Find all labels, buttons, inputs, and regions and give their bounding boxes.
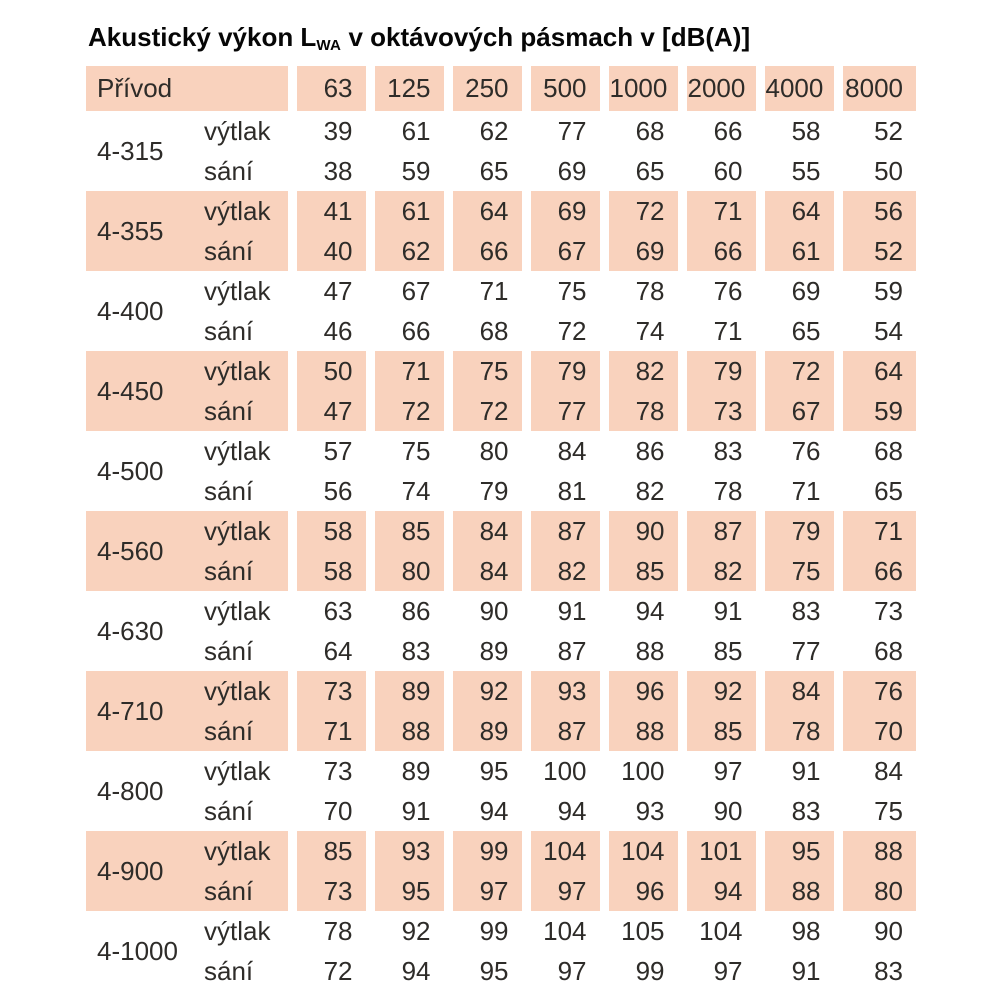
value-cell: 73: [682, 391, 760, 431]
table-title: [88, 22, 1000, 53]
value-cell: 72: [526, 311, 604, 351]
value-cell: 47: [292, 271, 370, 311]
model-label: 4-800: [97, 775, 164, 806]
table-row-4-355-vytlak: [86, 191, 916, 231]
table-row-4-500-sani: [86, 471, 916, 511]
value-cell: 94: [682, 871, 760, 911]
value-cell: 66: [682, 111, 760, 151]
table-row-4-560-sani: [86, 551, 916, 591]
table-row-4-315-sani: [86, 151, 916, 191]
value-cell: 67: [526, 231, 604, 271]
table-row-4-710-sani: [86, 711, 916, 751]
value-cell: 87: [682, 511, 760, 551]
value-cell: 78: [760, 711, 838, 751]
column-header-1000: 1000: [604, 66, 682, 111]
model-label: 4-560: [86, 511, 196, 591]
model-label: 4-1000: [97, 935, 178, 966]
table-row-4-1000-vytlak: [86, 911, 916, 951]
value-cell: 65: [760, 311, 838, 351]
value-cell: 73: [292, 671, 370, 711]
value-cell: 70: [292, 791, 370, 831]
column-header-500: 500: [526, 66, 604, 111]
table-row-4-315-vytlak: [86, 111, 916, 151]
row-label-vytlak: výtlak: [204, 755, 271, 786]
value-cell: 84: [526, 431, 604, 471]
table-row-4-630-sani: [86, 631, 916, 671]
table-row-4-500-vytlak: [86, 431, 916, 471]
value-cell: 73: [292, 871, 370, 911]
title-subscript: WA: [316, 37, 342, 55]
value-cell: 82: [604, 351, 682, 391]
value-cell: 64: [760, 191, 838, 231]
row-label-vytlak: výtlak: [196, 671, 292, 711]
value-cell: 79: [526, 351, 604, 391]
value-cell: 77: [526, 111, 604, 151]
value-cell: 65: [838, 471, 916, 511]
value-cell: 87: [526, 631, 604, 671]
value-cell: 75: [526, 271, 604, 311]
model-label: 4-710: [86, 671, 196, 751]
value-cell: 88: [760, 871, 838, 911]
value-cell: 91: [760, 951, 838, 991]
value-cell: 72: [604, 191, 682, 231]
value-cell: 84: [838, 751, 916, 791]
value-cell: 65: [604, 151, 682, 191]
column-header-privod: Přívod: [86, 66, 292, 111]
value-cell: 89: [370, 671, 448, 711]
row-label-sani: sání: [204, 955, 254, 986]
value-cell: 85: [682, 711, 760, 751]
value-cell: 92: [448, 671, 526, 711]
value-cell: 85: [604, 551, 682, 591]
value-cell: 82: [526, 551, 604, 591]
model-label: 4-400: [97, 295, 164, 326]
value-cell: 98: [760, 911, 838, 951]
value-cell: 99: [604, 951, 682, 991]
value-cell: 85: [370, 511, 448, 551]
value-cell: 67: [370, 271, 448, 311]
table-row-4-710-vytlak: [86, 671, 916, 711]
value-cell: 66: [838, 551, 916, 591]
table-row-4-450-vytlak: [86, 351, 916, 391]
value-cell: 83: [838, 951, 916, 991]
value-cell: 85: [292, 831, 370, 871]
row-label-vytlak: výtlak: [204, 595, 271, 626]
row-label-sani: sání: [196, 711, 292, 751]
row-label-vytlak: výtlak: [204, 115, 271, 146]
value-cell: 94: [604, 591, 682, 631]
value-cell: 74: [370, 471, 448, 511]
value-cell: 89: [448, 711, 526, 751]
value-cell: 78: [682, 471, 760, 511]
value-cell: 90: [838, 911, 916, 951]
value-cell: 84: [760, 671, 838, 711]
row-label-sani: sání: [204, 155, 254, 186]
row-label-sani: sání: [196, 871, 292, 911]
value-cell: 88: [604, 631, 682, 671]
value-cell: 56: [292, 471, 370, 511]
value-cell: 92: [370, 911, 448, 951]
row-label-sani: sání: [204, 315, 254, 346]
value-cell: 40: [292, 231, 370, 271]
value-cell: 58: [760, 111, 838, 151]
row-label-sani: sání: [196, 551, 292, 591]
value-cell: 52: [838, 231, 916, 271]
value-cell: 97: [682, 951, 760, 991]
column-header-125: 125: [370, 66, 448, 111]
value-cell: 68: [448, 311, 526, 351]
value-cell: 69: [526, 151, 604, 191]
value-cell: 38: [292, 151, 370, 191]
value-cell: 66: [682, 231, 760, 271]
value-cell: 59: [838, 271, 916, 311]
value-cell: 78: [292, 911, 370, 951]
value-cell: 71: [838, 511, 916, 551]
column-header-63: 63: [292, 66, 370, 111]
model-label: 4-315: [97, 135, 164, 166]
row-label-sani: sání: [204, 475, 254, 506]
value-cell: 82: [682, 551, 760, 591]
table-header-row: [86, 66, 916, 111]
table-row-4-630-vytlak: [86, 591, 916, 631]
value-cell: 68: [838, 431, 916, 471]
value-cell: 71: [682, 311, 760, 351]
value-cell: 84: [448, 511, 526, 551]
value-cell: 71: [682, 191, 760, 231]
value-cell: 75: [448, 351, 526, 391]
table-row-4-800-sani: [86, 791, 916, 831]
value-cell: 46: [292, 311, 370, 351]
value-cell: 83: [760, 591, 838, 631]
value-cell: 87: [526, 511, 604, 551]
value-cell: 63: [292, 591, 370, 631]
value-cell: 66: [370, 311, 448, 351]
value-cell: 55: [760, 151, 838, 191]
value-cell: 89: [448, 631, 526, 671]
value-cell: 79: [448, 471, 526, 511]
title-suffix: v oktávových pásmach v [dB(A)]: [341, 22, 751, 52]
value-cell: 78: [604, 391, 682, 431]
value-cell: 57: [292, 431, 370, 471]
value-cell: 104: [526, 831, 604, 871]
value-cell: 58: [292, 511, 370, 551]
value-cell: 97: [448, 871, 526, 911]
value-cell: 66: [448, 231, 526, 271]
column-header-8000: 8000: [838, 66, 916, 111]
value-cell: 72: [760, 351, 838, 391]
value-cell: 39: [292, 111, 370, 151]
value-cell: 82: [604, 471, 682, 511]
row-label-vytlak: výtlak: [196, 191, 292, 231]
value-cell: 100: [526, 751, 604, 791]
value-cell: 83: [370, 631, 448, 671]
value-cell: 64: [838, 351, 916, 391]
value-cell: 83: [760, 791, 838, 831]
value-cell: 84: [448, 551, 526, 591]
value-cell: 97: [682, 751, 760, 791]
value-cell: 94: [448, 791, 526, 831]
value-cell: 72: [292, 951, 370, 991]
value-cell: 85: [682, 631, 760, 671]
value-cell: 60: [682, 151, 760, 191]
value-cell: 59: [838, 391, 916, 431]
table-row-4-1000-sani: [86, 951, 916, 991]
model-label: 4-630: [97, 615, 164, 646]
value-cell: 81: [526, 471, 604, 511]
value-cell: 71: [760, 471, 838, 511]
value-cell: 76: [760, 431, 838, 471]
value-cell: 99: [448, 831, 526, 871]
value-cell: 101: [682, 831, 760, 871]
value-cell: 75: [370, 431, 448, 471]
value-cell: 59: [370, 151, 448, 191]
value-cell: 69: [604, 231, 682, 271]
value-cell: 64: [292, 631, 370, 671]
value-cell: 80: [838, 871, 916, 911]
row-label-vytlak: výtlak: [204, 915, 271, 946]
value-cell: 61: [370, 191, 448, 231]
row-label-sani: sání: [204, 795, 254, 826]
value-cell: 50: [292, 351, 370, 391]
value-cell: 67: [760, 391, 838, 431]
value-cell: 97: [526, 951, 604, 991]
value-cell: 94: [370, 951, 448, 991]
value-cell: 68: [604, 111, 682, 151]
value-cell: 95: [448, 751, 526, 791]
column-header-250: 250: [448, 66, 526, 111]
value-cell: 92: [682, 671, 760, 711]
value-cell: 58: [292, 551, 370, 591]
table-row-4-560-vytlak: [86, 511, 916, 551]
value-cell: 88: [370, 711, 448, 751]
value-cell: 73: [292, 751, 370, 791]
row-label-vytlak: výtlak: [196, 351, 292, 391]
value-cell: 91: [760, 751, 838, 791]
value-cell: 75: [838, 791, 916, 831]
value-cell: 77: [526, 391, 604, 431]
table-row-4-355-sani: [86, 231, 916, 271]
value-cell: 47: [292, 391, 370, 431]
value-cell: 76: [838, 671, 916, 711]
table-row-4-800-vytlak: [86, 751, 916, 791]
value-cell: 104: [604, 831, 682, 871]
table-row-4-900-vytlak: [86, 831, 916, 871]
table-row-4-450-sani: [86, 391, 916, 431]
value-cell: 90: [604, 511, 682, 551]
value-cell: 99: [448, 911, 526, 951]
value-cell: 90: [682, 791, 760, 831]
value-cell: 91: [526, 591, 604, 631]
table-row-4-400-sani: [86, 311, 916, 351]
value-cell: 91: [370, 791, 448, 831]
value-cell: 100: [604, 751, 682, 791]
value-cell: 65: [448, 151, 526, 191]
value-cell: 69: [526, 191, 604, 231]
value-cell: 95: [448, 951, 526, 991]
value-cell: 50: [838, 151, 916, 191]
value-cell: 87: [526, 711, 604, 751]
value-cell: 72: [370, 391, 448, 431]
value-cell: 93: [604, 791, 682, 831]
model-label: 4-900: [86, 831, 196, 911]
row-label-sani: sání: [196, 231, 292, 271]
row-label-vytlak: výtlak: [204, 275, 271, 306]
value-cell: 88: [604, 711, 682, 751]
title-prefix: Akustický výkon L: [88, 22, 317, 52]
value-cell: 90: [448, 591, 526, 631]
value-cell: 105: [604, 911, 682, 951]
value-cell: 69: [760, 271, 838, 311]
value-cell: 79: [760, 511, 838, 551]
row-label-vytlak: výtlak: [196, 511, 292, 551]
value-cell: 64: [448, 191, 526, 231]
value-cell: 93: [526, 671, 604, 711]
row-label-vytlak: výtlak: [196, 831, 292, 871]
value-cell: 80: [448, 431, 526, 471]
row-label-sani: sání: [196, 391, 292, 431]
value-cell: 95: [760, 831, 838, 871]
value-cell: 68: [838, 631, 916, 671]
row-label-vytlak: výtlak: [204, 435, 271, 466]
value-cell: 104: [526, 911, 604, 951]
column-header-2000: 2000: [682, 66, 760, 111]
value-cell: 62: [448, 111, 526, 151]
value-cell: 96: [604, 871, 682, 911]
value-cell: 72: [448, 391, 526, 431]
value-cell: 88: [838, 831, 916, 871]
model-label: 4-355: [86, 191, 196, 271]
value-cell: 95: [370, 871, 448, 911]
value-cell: 78: [604, 271, 682, 311]
value-cell: 56: [838, 191, 916, 231]
value-cell: 86: [370, 591, 448, 631]
value-cell: 71: [370, 351, 448, 391]
value-cell: 77: [760, 631, 838, 671]
value-cell: 79: [682, 351, 760, 391]
value-cell: 41: [292, 191, 370, 231]
value-cell: 86: [604, 431, 682, 471]
row-label-sani: sání: [204, 635, 254, 666]
value-cell: 61: [370, 111, 448, 151]
value-cell: 75: [760, 551, 838, 591]
value-cell: 96: [604, 671, 682, 711]
value-cell: 91: [682, 591, 760, 631]
value-cell: 104: [682, 911, 760, 951]
acoustic-power-table: [86, 66, 916, 991]
value-cell: 97: [526, 871, 604, 911]
value-cell: 94: [526, 791, 604, 831]
model-label: 4-450: [86, 351, 196, 431]
value-cell: 74: [604, 311, 682, 351]
value-cell: 62: [370, 231, 448, 271]
value-cell: 54: [838, 311, 916, 351]
column-header-4000: 4000: [760, 66, 838, 111]
value-cell: 89: [370, 751, 448, 791]
value-cell: 70: [838, 711, 916, 751]
value-cell: 71: [292, 711, 370, 751]
value-cell: 80: [370, 551, 448, 591]
model-label: 4-500: [97, 455, 164, 486]
value-cell: 71: [448, 271, 526, 311]
value-cell: 76: [682, 271, 760, 311]
value-cell: 73: [838, 591, 916, 631]
table-row-4-900-sani: [86, 871, 916, 911]
value-cell: 61: [760, 231, 838, 271]
table-row-4-400-vytlak: [86, 271, 916, 311]
value-cell: 52: [838, 111, 916, 151]
value-cell: 83: [682, 431, 760, 471]
value-cell: 93: [370, 831, 448, 871]
